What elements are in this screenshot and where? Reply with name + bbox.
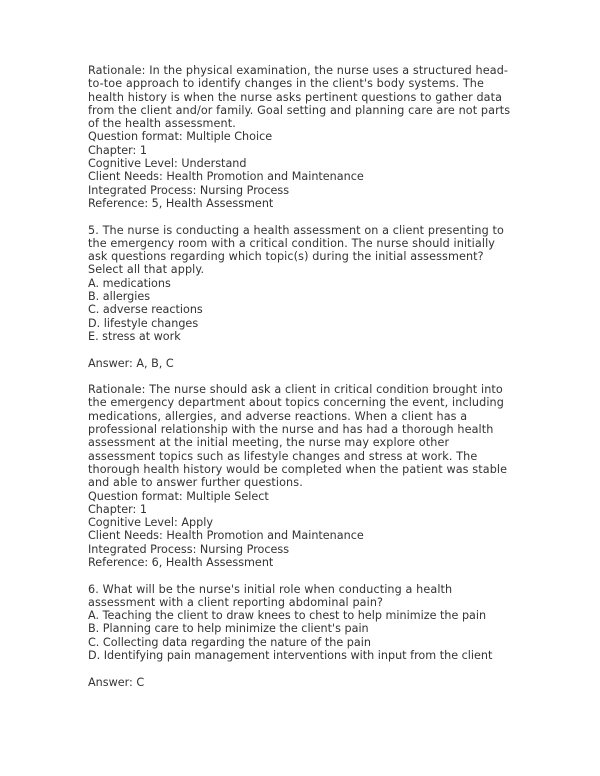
choice-option-c[interactable]: C. adverse reactions	[88, 303, 203, 317]
rationale-block-q4	[88, 64, 514, 210]
rationale-block-q5	[88, 383, 514, 569]
metadata-list-q4	[88, 130, 514, 210]
choice-option-a[interactable]: A. Teaching the client to draw knees to chest to help minimize the pain	[88, 609, 487, 623]
question-stem: 5. The nurse is conducting a health assessment on a client presenting to the emergency room with a critical condition. The nurse should initially ask questions regarding which topic(s) during the initial assessment? Select all that apply.	[88, 223, 508, 277]
choice-option-c[interactable]: C. Collecting data regarding the nature of the pain	[88, 635, 371, 649]
metadata-chapter: Chapter: 1	[88, 502, 147, 516]
answer-block-5	[88, 357, 514, 370]
choice-option-a[interactable]: A. medications	[88, 276, 171, 290]
question-block-5	[88, 224, 514, 344]
choice-option-d[interactable]: D. lifestyle changes	[88, 316, 199, 330]
answer-line: Answer: A, B, C	[88, 356, 174, 370]
metadata-question-format: Question format: Multiple Select	[88, 489, 269, 503]
choice-option-e[interactable]: E. stress at work	[88, 329, 181, 343]
choice-list-q6	[88, 609, 514, 662]
metadata-chapter: Chapter: 1	[88, 143, 147, 157]
metadata-reference: Reference: 5, Health Assessment	[88, 196, 274, 210]
question-block-6	[88, 583, 514, 663]
metadata-reference: Reference: 6, Health Assessment	[88, 555, 274, 569]
answer-line: Answer: C	[88, 675, 145, 689]
metadata-integrated-process: Integrated Process: Nursing Process	[88, 542, 290, 556]
choice-option-b[interactable]: B. allergies	[88, 290, 151, 304]
choice-option-d[interactable]: D. Identifying pain management interventions with input from the client	[88, 649, 493, 663]
choice-list-q5	[88, 277, 514, 343]
rationale-paragraph: Rationale: The nurse should ask a client in critical condition brought into the emergency department about topics concerning the event, including medications, allergies, and adverse reactions. When a client has a professional relationship with the nurse and has had a thorough health assessment at the initial meeting, the nurse may explore other assessment topics such as lifestyle changes and stress at work. The thorough health history would be completed when the patient was stable and able to answer further questions.	[88, 383, 511, 490]
metadata-list-q5	[88, 490, 514, 570]
metadata-integrated-process: Integrated Process: Nursing Process	[88, 183, 290, 197]
metadata-client-needs: Client Needs: Health Promotion and Maintenance	[88, 529, 364, 543]
rationale-paragraph: Rationale: In the physical examination, the nurse uses a structured head-to-toe approach to identify changes in the client's body systems. The health history is when the nurse asks pertinent questions to gather data from the client and/or family. Goal setting and planning care are not parts of the health assessment.	[88, 64, 514, 131]
metadata-question-format: Question format: Multiple Choice	[88, 130, 273, 144]
choice-option-b[interactable]: B. Planning care to help minimize the client's pain	[88, 622, 369, 636]
metadata-cognitive-level: Cognitive Level: Apply	[88, 516, 213, 530]
metadata-cognitive-level: Cognitive Level: Understand	[88, 157, 247, 171]
answer-block-6	[88, 676, 514, 689]
question-stem: 6. What will be the nurse's initial role when conducting a health assessment with a client reporting abdominal pain?	[88, 582, 456, 609]
metadata-client-needs: Client Needs: Health Promotion and Maintenance	[88, 170, 364, 184]
document-text-body	[88, 64, 514, 689]
